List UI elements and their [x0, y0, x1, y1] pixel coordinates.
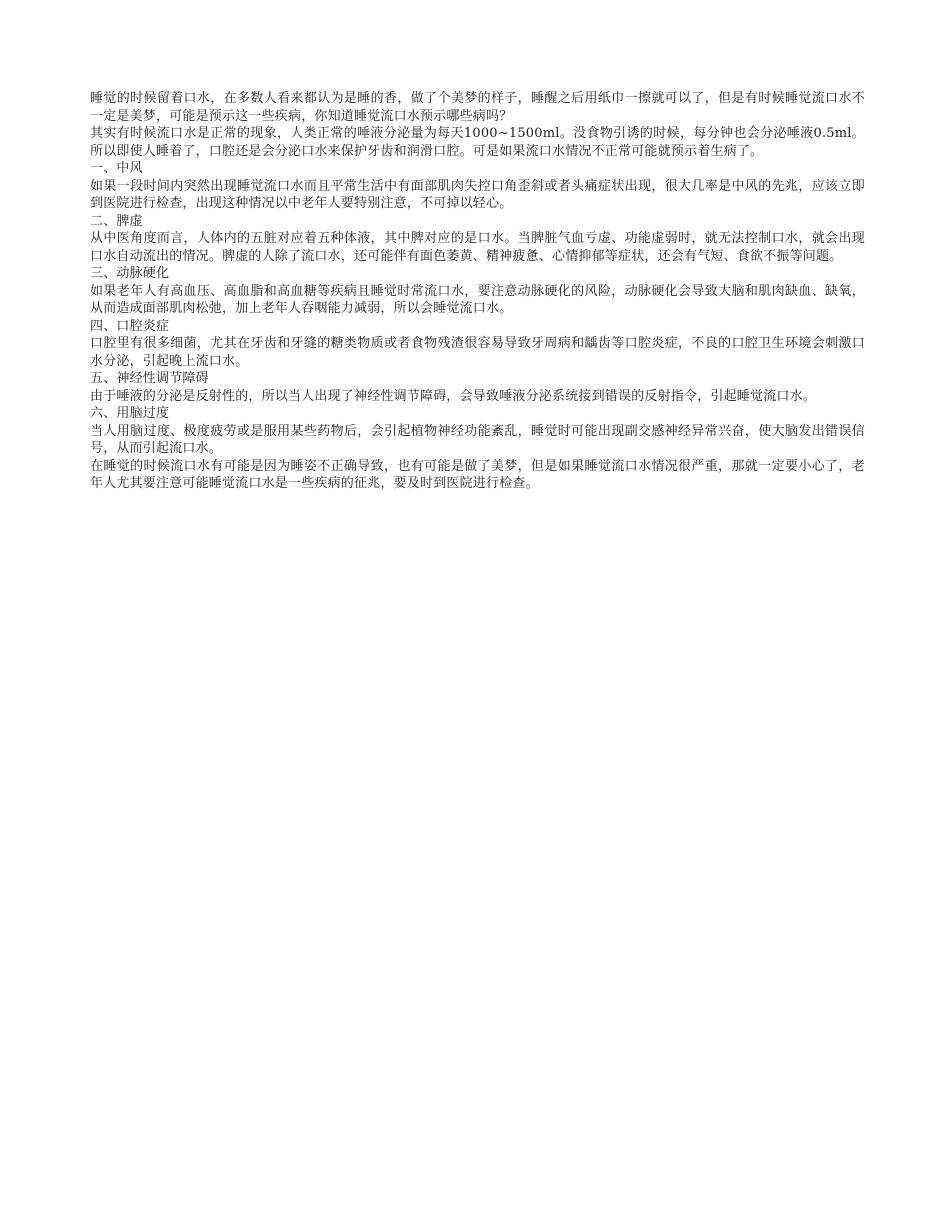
section-heading-arteriosclerosis: 三、动脉硬化 — [90, 266, 170, 281]
section-body-arteriosclerosis: 如果老年人有高血压、高血脂和高血糖等疾病且睡觉时常流口水，要注意动脉硬化的风险，动脉硬化会导致大脑和肌肉缺血、缺氧，从而造成面部肌肉松弛，加上老年人吞咽能力减弱，所以会睡觉流口水。 — [90, 283, 865, 316]
intro-paragraph-1: 睡觉的时候留着口水，在多数人看来都认为是睡的香，做了个美梦的样子，睡醒之后用纸巾一擦就可以了，但是有时候睡觉流口水不一定是美梦，可能是预示这一些疾病，你知道睡觉流口水预示哪些病吗？ — [90, 91, 865, 124]
section-heading-oral-inflammation: 四、口腔炎症 — [90, 318, 170, 334]
section-heading-spleen-deficiency: 二、脾虚 — [90, 213, 143, 229]
section-body-mental-overuse: 当人用脑过度、极度疲劳或是服用某些药物后，会引起植物神经功能紊乱，睡觉时可能出现副交感神经异常兴奋，使大脑发出错误信号，从而引起流口水。 — [90, 423, 865, 456]
section-heading-stroke: 一、中风 — [90, 161, 143, 176]
section-body-oral-inflammation: 口腔里有很多细菌，尤其在牙齿和牙缝的糖类物质或者食物残渣很容易导致牙周病和龋齿等口腔炎症，不良的口腔卫生环境会刺激口水分泌，引起晚上流口水。 — [90, 336, 865, 369]
document-body — [90, 90, 865, 493]
intro-paragraph-2: 其实有时候流口水是正常的现象，人类正常的唾液分泌量为每天1000~1500ml。没食物引诱的时候，每分钟也会分泌唾液0.5ml。所以即使人睡着了，口腔还是会分泌口水来保护牙齿和润滑口腔。可是如果流口水情况不正常可能就预示着生病了。 — [90, 126, 865, 159]
section-heading-neural-disorder: 五、神经性调节障碍 — [90, 371, 209, 386]
section-body-stroke: 如果一段时间内突然出现睡觉流口水而且平常生活中有面部肌肉失控口角歪斜或者头痛症状出现，很大几率是中风的先兆，应该立即到医院进行检查，出现这种情况以中老年人要特别注意，不可掉以轻心。 — [90, 178, 865, 211]
conclusion-paragraph: 在睡觉的时候流口水有可能是因为睡姿不正确导致，也有可能是做了美梦，但是如果睡觉流口水情况很严重，那就一定要小心了，老年人尤其要注意可能睡觉流口水是一些疾病的征兆，要及时到医院进行检查。 — [90, 458, 865, 491]
section-body-spleen-deficiency: 从中医角度而言，人体内的五脏对应着五种体液，其中脾对应的是口水。当脾脏气血亏虚、功能虚弱时，就无法控制口水，就会出现口水自动流出的情况。脾虚的人除了流口水，还可能伴有面色萎黄、精神疲惫、心情抑郁等症状，还会有气短、食欲不振等问题。 — [90, 231, 865, 264]
section-body-neural-disorder: 由于唾液的分泌是反射性的，所以当人出现了神经性调节障碍，会导致唾液分泌系统接到错误的反射指令，引起睡觉流口水。 — [90, 388, 817, 404]
section-heading-mental-overuse: 六、用脑过度 — [90, 406, 170, 421]
